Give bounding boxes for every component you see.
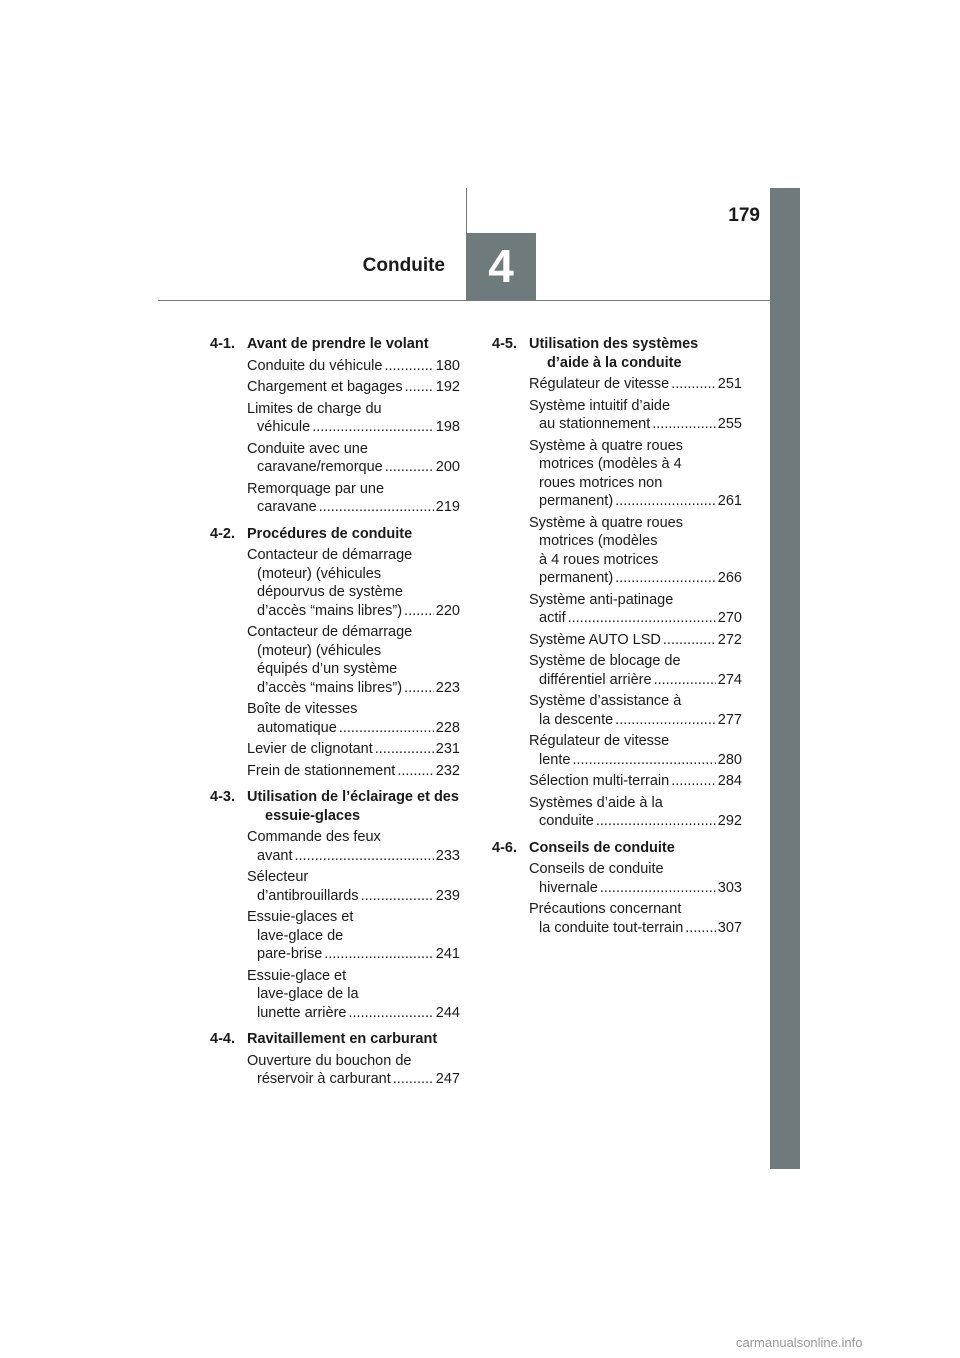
section-title: Utilisation de l’éclairage et des essuie-glaces [247, 789, 459, 824]
section-heading [210, 788, 460, 825]
dot-leader [375, 740, 434, 759]
section-heading [210, 1030, 460, 1049]
section-title: Avant de prendre le volant [247, 336, 429, 352]
entry-text: d’accès “mains libres”) [257, 679, 403, 696]
toc-entry-link[interactable] [210, 908, 460, 964]
entry-text: réservoir à carburant [257, 1071, 391, 1087]
entry-page-number: 307 [717, 919, 742, 936]
dot-leader [324, 945, 434, 964]
entry-page-number: 303 [717, 879, 742, 896]
entry-text: Conduite du véhicule [247, 357, 383, 374]
dot-leader [615, 492, 716, 511]
entry-last-line [247, 762, 460, 781]
header-horizontal-rule [158, 300, 770, 301]
dot-leader [404, 679, 434, 698]
entry-line: motrices (modèles à 4 [539, 456, 682, 472]
entry-text: différentiel arrière [539, 671, 652, 688]
chapter-title: Conduite [362, 255, 445, 276]
section-heading [210, 525, 460, 544]
entry-last-line [529, 631, 742, 650]
entry-page-number: 292 [717, 813, 742, 829]
section-title: Ravitaillement en carburant [247, 1031, 438, 1047]
section-heading [492, 335, 742, 372]
entry-text: permanent) [539, 493, 614, 509]
entry-text: hivernale [539, 879, 598, 896]
toc-entry-link[interactable] [210, 440, 460, 477]
entry-text: permanent) [539, 570, 614, 586]
entry-text: Système AUTO LSD [529, 631, 661, 648]
dot-leader [671, 375, 716, 394]
entry-line: Remorquage par une [247, 480, 385, 497]
entry-text: caravane/remorque [257, 459, 383, 475]
section-number: 4-4. [210, 1031, 235, 1047]
entry-last-line [529, 711, 742, 730]
toc-entry-link[interactable] [210, 357, 460, 376]
entry-last-line [529, 671, 742, 690]
section-heading [210, 335, 460, 354]
entry-text: pare-brise [257, 946, 323, 962]
entry-last-line [247, 740, 460, 759]
entry-last-line [247, 679, 460, 698]
entry-line: équipés d’un système [257, 661, 398, 677]
entry-last-line [529, 375, 742, 394]
entry-text: la conduite tout-terrain [539, 919, 684, 936]
entry-last-line [529, 772, 742, 791]
entry-line: Conseils de conduite [529, 861, 664, 877]
entry-last-line [247, 378, 460, 397]
toc-entry-link[interactable] [492, 514, 742, 588]
dot-leader [405, 378, 434, 397]
entry-line: Système anti-patinage [529, 591, 674, 608]
entry-text: Sélection multi-terrain [529, 773, 670, 789]
entry-page-number: 220 [435, 602, 460, 619]
entry-text: avant [257, 847, 293, 864]
dot-leader [615, 569, 716, 588]
entry-line: dépourvus de système [257, 584, 403, 600]
entry-line: Commande des feux [247, 829, 381, 845]
entry-line: Système d’assistance à [529, 693, 682, 709]
entry-page-number: 198 [435, 419, 460, 435]
dot-leader [361, 887, 434, 906]
section-title: Conseils de conduite [529, 839, 675, 856]
entry-line: Sélecteur [247, 869, 309, 885]
entry-last-line [247, 1004, 460, 1023]
toc-entry-link[interactable] [492, 591, 742, 628]
entry-line: Contacteur de démarrage [247, 624, 413, 640]
toc-entry-link[interactable] [210, 480, 460, 517]
dot-leader [319, 498, 434, 517]
entry-last-line [529, 812, 742, 831]
toc-entry-link[interactable] [210, 546, 460, 620]
entry-line: Essuie-glace et [247, 967, 347, 984]
entry-line: Système à quatre roues [529, 514, 683, 531]
dot-leader [596, 812, 716, 831]
dot-leader [404, 602, 434, 621]
entry-last-line [247, 458, 460, 477]
toc-entry-link[interactable] [492, 437, 742, 511]
toc-entry-link[interactable] [492, 631, 742, 650]
dot-leader [654, 671, 716, 690]
toc-entry-link[interactable] [492, 860, 742, 897]
toc-entry-link[interactable] [492, 732, 742, 769]
entry-last-line [247, 602, 460, 621]
entry-text: la descente [539, 711, 614, 728]
entry-page-number: 266 [717, 570, 742, 586]
entry-page-number: 277 [717, 711, 742, 728]
entry-last-line [247, 498, 460, 517]
toc-entry-link[interactable] [210, 868, 460, 905]
section-number: 4-6. [492, 839, 517, 856]
entry-line: Contacteur de démarrage [247, 547, 413, 563]
entry-text: lunette arrière [257, 1004, 347, 1021]
entry-line: lave-glace de la [257, 986, 359, 1002]
entry-last-line [529, 751, 742, 770]
toc-entry-link[interactable] [492, 772, 742, 791]
section-title: Procédures de conduite [247, 525, 413, 542]
toc-entry-link[interactable] [492, 794, 742, 831]
entry-text: véhicule [257, 419, 311, 435]
toc-entry-link[interactable] [210, 700, 460, 737]
entry-page-number: 244 [435, 1004, 460, 1021]
toc-section [210, 1030, 460, 1089]
entry-text: Levier de clignotant [247, 741, 373, 757]
entry-page-number: 270 [717, 610, 742, 626]
dot-leader [348, 1004, 433, 1023]
toc-section [210, 525, 460, 781]
entry-last-line [247, 847, 460, 866]
entry-line: Limites de charge du [247, 400, 382, 417]
toc-entry-link[interactable] [210, 400, 460, 437]
entry-text: d’antibrouillards [257, 887, 359, 904]
chapter-side-tab[interactable] [770, 188, 800, 1169]
entry-last-line [529, 919, 742, 938]
entry-line: Précautions concernant [529, 901, 682, 917]
dot-leader [572, 751, 715, 770]
toc-section [210, 335, 460, 517]
entry-line: (moteur) (véhicules [257, 565, 382, 582]
entry-page-number: 241 [435, 946, 460, 962]
entry-page-number: 180 [435, 357, 460, 374]
entry-last-line [529, 415, 742, 434]
toc-section [492, 839, 742, 938]
entry-last-line [529, 492, 742, 511]
entry-line: roues motrices non [539, 474, 663, 491]
entry-line: (moteur) (véhicules [257, 642, 382, 659]
entry-text: caravane [257, 499, 317, 515]
entry-line: Essuie-glaces et [247, 909, 354, 925]
entry-page-number: 223 [435, 679, 460, 696]
entry-page-number: 192 [435, 379, 460, 395]
entry-line: Conduite avec une [247, 440, 368, 457]
entry-page-number: 272 [717, 631, 742, 648]
entry-text: actif [539, 610, 566, 626]
entry-last-line [529, 879, 742, 898]
dot-leader [671, 772, 716, 791]
dot-leader [312, 418, 434, 437]
toc-entry-link[interactable] [210, 967, 460, 1023]
entry-line: Système de blocage de [529, 653, 681, 669]
entry-line: Régulateur de vitesse [529, 733, 670, 749]
section-number: 4-5. [492, 336, 517, 352]
entry-text: Frein de stationnement [247, 762, 396, 779]
entry-text: conduite [539, 813, 594, 829]
entry-last-line [247, 418, 460, 437]
dot-leader [663, 631, 716, 650]
entry-line: Ouverture du bouchon de [247, 1052, 412, 1069]
toc-entry-link[interactable] [210, 828, 460, 865]
entry-page-number: 219 [435, 499, 460, 515]
entry-last-line [247, 719, 460, 738]
dot-leader [615, 711, 716, 730]
entry-last-line [247, 887, 460, 906]
dot-leader [393, 1070, 434, 1089]
entry-page-number: 239 [435, 887, 460, 904]
entry-line: Systèmes d’aide à la [529, 794, 663, 811]
entry-page-number: 261 [717, 493, 742, 509]
toc-entry-link[interactable] [210, 378, 460, 397]
entry-last-line [529, 609, 742, 628]
entry-page-number: 274 [717, 671, 742, 688]
watermark: carmanualsonline.info [736, 1335, 863, 1350]
toc-entry-link[interactable] [492, 397, 742, 434]
entry-last-line [247, 945, 460, 964]
toc-entry-link[interactable] [210, 740, 460, 759]
dot-leader [685, 919, 716, 938]
entry-text: au stationnement [539, 416, 651, 432]
entry-page-number: 200 [435, 459, 460, 475]
entry-page-number: 232 [435, 762, 460, 779]
chapter-number-box: 4 [466, 233, 536, 300]
dot-leader [652, 415, 716, 434]
page-number: 179 [728, 205, 760, 226]
entry-page-number: 255 [717, 416, 742, 432]
entry-text: automatique [257, 719, 337, 736]
toc-section [210, 788, 460, 1022]
entry-text: d’accès “mains libres”) [257, 602, 403, 619]
entry-line: motrices (modèles [539, 533, 658, 549]
entry-line: Système intuitif d’aide [529, 397, 671, 414]
header-vertical-rule [466, 188, 467, 234]
toc-section [492, 335, 742, 831]
section-number: 4-1. [210, 336, 235, 352]
entry-page-number: 280 [717, 751, 742, 768]
entry-last-line [247, 1070, 460, 1089]
toc-entry-link[interactable] [492, 900, 742, 937]
toc-entry-link[interactable] [210, 1052, 460, 1089]
entry-page-number: 251 [717, 376, 742, 392]
toc-entry-link[interactable] [210, 762, 460, 781]
section-heading [492, 839, 742, 858]
entry-line: lave-glace de [257, 927, 344, 944]
toc-entry-link[interactable] [210, 623, 460, 697]
section-title: Utilisation des systèmes d’aide à la conduite [529, 336, 699, 371]
dot-leader [339, 719, 434, 738]
dot-leader [397, 762, 433, 781]
entry-last-line [529, 569, 742, 588]
entry-text: lente [539, 751, 571, 768]
entry-line: Boîte de vitesses [247, 701, 358, 717]
entry-page-number: 247 [435, 1071, 460, 1087]
entry-page-number: 284 [717, 773, 742, 789]
entry-text: Régulateur de vitesse [529, 376, 670, 392]
section-number: 4-3. [210, 789, 235, 805]
entry-text: Chargement et bagages [247, 379, 403, 395]
entry-line: Système à quatre roues [529, 437, 683, 454]
toc-entry-link[interactable] [492, 375, 742, 394]
toc-entry-link[interactable] [492, 652, 742, 689]
dot-leader [600, 879, 716, 898]
toc-entry-link[interactable] [492, 692, 742, 729]
dot-leader [294, 847, 433, 866]
toc-right-column [492, 335, 742, 945]
entry-page-number: 231 [435, 741, 460, 757]
section-number: 4-2. [210, 525, 235, 542]
dot-leader [385, 458, 434, 477]
entry-page-number: 228 [435, 719, 460, 736]
entry-line: à 4 roues motrices [539, 551, 659, 568]
toc-left-column [210, 335, 460, 1097]
dot-leader [568, 609, 716, 628]
dot-leader [384, 357, 433, 376]
entry-page-number: 233 [435, 847, 460, 864]
entry-last-line [247, 357, 460, 376]
